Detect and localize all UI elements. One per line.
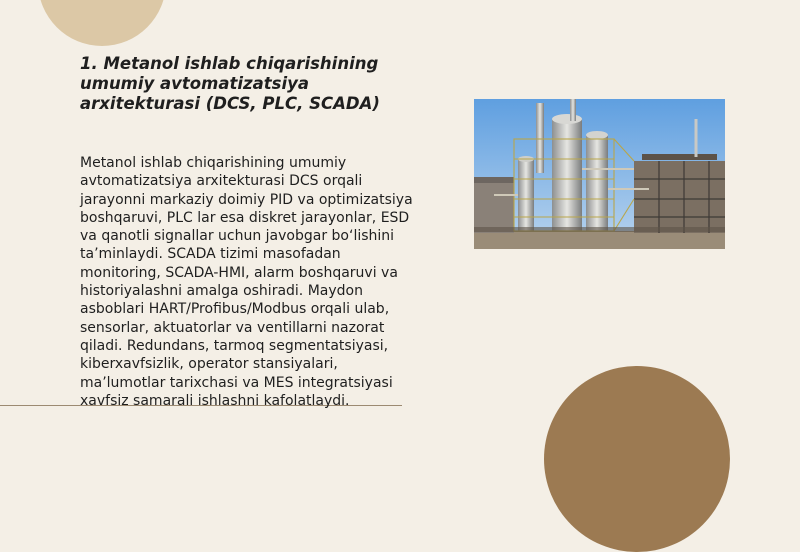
slide-body-text: Metanol ishlab chiqarishining umumiy avtomatizatsiya arxitekturasi DCS orqali jarayonni markaziy doimiy PID va optimizatsiya boshqaruvi, PLC lar esa diskret jarayonlar, ESD va qanotli signallar uchun javobgar bo‘lishini ta’minlaydi. SCADA tizimi masofadan monitoring, SCADA-HMI, alarm boshqaruvi va historiyalashni amalga oshiradi. Maydon asboblari HART/Profibus/Modbus orqali ulab, sensorlar, aktuatorlar va ventillarni nazorat qiladi. Redundans, tarmoq segmentatsiyasi, kiberxavfsizlik, operator stansiyalari, ma’lumotlar tarixchasi va MES integratsiyasi xavfsiz samarali ishlashni kafolatlaydi. (80, 155, 413, 409)
decorative-circle-bottom (544, 366, 730, 552)
slide-title: 1. Metanol ishlab chiqarishining umumiy avtomatizatsiya arxitekturasi (DCS, PLC, SCADA) (80, 54, 380, 113)
plant-photo (474, 99, 725, 249)
decorative-circle-top (38, 0, 166, 46)
